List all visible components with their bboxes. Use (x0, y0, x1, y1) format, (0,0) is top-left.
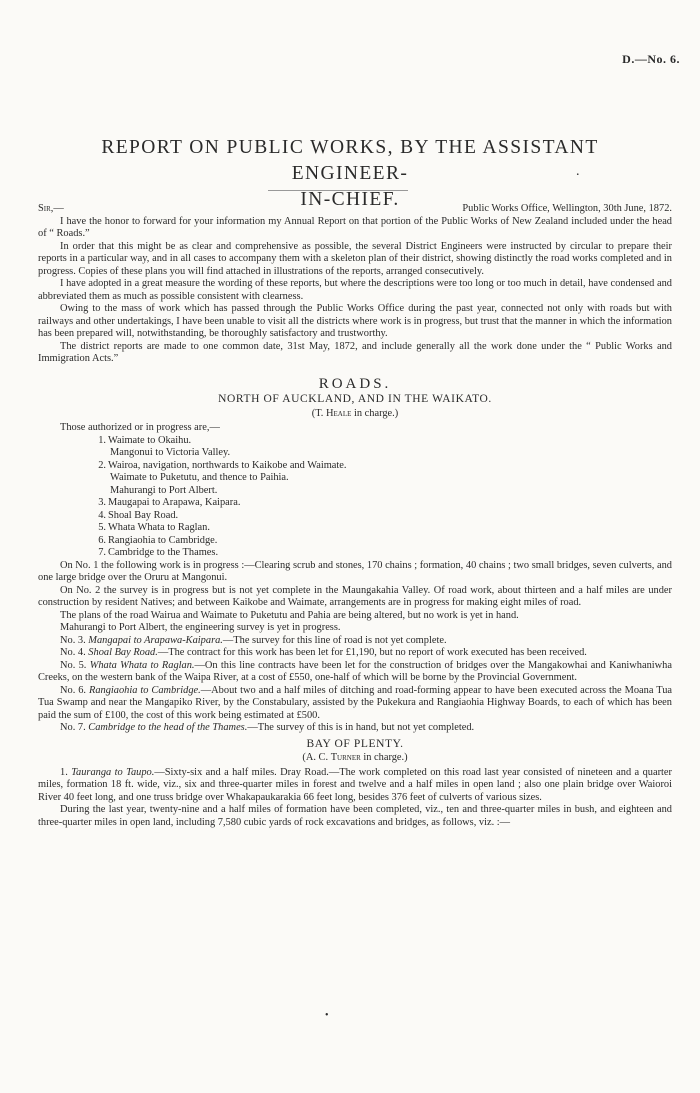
item-number: 2. (98, 459, 106, 471)
roads-intro: Those authorized or in progress are,— (60, 422, 220, 433)
item-text: Whata Whata to Raglan. (108, 522, 210, 533)
item-text: Shoal Bay Road. (108, 509, 179, 521)
item-text: Mahurangi to Port Albert. (110, 484, 218, 496)
region-heading-north: NORTH OF AUCKLAND, AND IN THE WAIKATO. (218, 393, 492, 405)
road-list-item (38, 535, 672, 548)
paragraph-no3 (38, 635, 672, 648)
document-reference: D.—No. 6. (622, 52, 680, 66)
paragraph-no4 (38, 647, 672, 660)
engineer-name: Heale (326, 407, 352, 419)
road-name: Whata Whata to Raglan. (89, 659, 195, 671)
letter-paragraph-3: I have adopted in a great measure the wording of these reports, but where the descriptions were too long or too much in detail, have condensed and abbreviated them as much as possible consistent with clearness. (38, 278, 672, 302)
paragraph-no2: On No. 2 the survey is in progress but is not yet complete in the Maungakahia Valley. Of road work, about thirteen and a half miles are under construction by resident Natives; and between Kaikobe and Waimate, arrangements are in progress for making eight miles of road. (38, 584, 672, 608)
paragraph-no5 (38, 660, 672, 685)
letter-paragraph-5: The district reports are made to one common date, 31st May, 1872, and include generally all the work done under the “ Public Works and Immigration Acts.” (38, 340, 672, 364)
title-line-1: REPORT ON PUBLIC WORKS, BY THE ASSISTANT ENGINEER- (101, 137, 599, 184)
letter-header (38, 203, 672, 216)
road-name: Shoal Bay Road. (88, 647, 158, 658)
paragraph-no1: On No. 1 the following work is in progress :—Clearing scrub and stones, 170 chains ; formation, 40 chains ; two small bridges, seven culverts, and one large bridge over the Oruru at Mangonui. (38, 559, 672, 583)
item-text: Waimate to Puketutu, and thence to Paihia. (110, 472, 289, 483)
item-text: Waimate to Okaihu. (108, 434, 192, 446)
title-divider (268, 190, 408, 191)
item-number: 6. (98, 534, 106, 546)
road-list-item (38, 522, 672, 535)
region-heading-bay-of-plenty: BAY OF PLENTY. (306, 737, 404, 750)
para-text: —The contract for this work has been let for £1,190, but no report of work executed has been received. (157, 647, 587, 658)
charge-prefix: (A. C. (302, 752, 331, 763)
paragraph-plans: The plans of the road Wairua and Waimate to Puketutu and Pahia are being altered, but no work is yet in hand. (60, 609, 519, 621)
para-lead: No. 3. (60, 634, 89, 646)
paragraph-no6 (38, 685, 672, 723)
title-line-2: IN-CHIEF. (300, 189, 400, 210)
road-name: Tauranga to Taupo. (71, 766, 155, 778)
item-text: Mangonui to Victoria Valley. (110, 447, 231, 458)
road-list-item (38, 435, 672, 448)
item-number: 7. (98, 547, 106, 558)
report-title (60, 135, 640, 213)
item-text: Rangiaohia to Cambridge. (108, 534, 218, 546)
item-text: Maugapai to Arapawa, Kaipara. (108, 497, 241, 508)
charge-prefix: (T. (311, 407, 326, 419)
letter-paragraph-1: I have the honor to forward for your information my Annual Report on that portion of the Public Works of New Zealand included under the head of “ Roads.” (38, 215, 672, 239)
engineer-in-charge-north (38, 408, 672, 421)
road-list-item (38, 485, 672, 498)
item-number: 4. (98, 509, 106, 521)
para-lead: No. 5. (60, 659, 90, 671)
item-number: 3. (98, 497, 106, 508)
stray-mark: . (576, 164, 580, 179)
engineer-name: Turner (330, 752, 361, 763)
para-lead: 1. (60, 766, 72, 778)
letter-paragraph-4: Owing to the mass of work which has passed through the Public Works Office during the past year, connected not only with roads but with railways and other undertakings, I have been unable to visit all the districts where work is in progress, but trust that the manner in which the information has been prepared will, notwithstanding, be thoroughly satisfactory and trustworthy. (38, 303, 672, 339)
para-text: —The survey for this line of road is not yet complete. (222, 634, 447, 646)
para-lead: No. 6. (60, 684, 89, 696)
footer-mark: • (325, 1010, 329, 1021)
para-text: —About two and a half miles of ditching and road-forming appear to have been executed across the Moana Tua Tua Swamp and near the Mangapiko River, by the Constabulary, assisted by the Pukekura and Rangiaohia Highway Boards, to each of which has been paid the sum of £100, the cost of this work being estimated at £500. (38, 684, 672, 721)
road-list-item (38, 510, 672, 523)
section-heading-roads: ROADS. (318, 375, 392, 392)
road-name: Rangiaohia to Cambridge. (88, 684, 201, 696)
para-text: —The survey of this is in hand, but not yet completed. (247, 722, 475, 733)
item-text: Wairoa, navigation, northwards to Kaikobe and Waimate. (108, 459, 347, 471)
letter-paragraph-2: In order that this might be as clear and comprehensive as possible, the several District Engineers were instructed by circular to prepare their reports in a particular way, and in all cases to accompany them with a skeleton plan of their district, showing distinctly the road works completed and in progress. Copies of these plans you will find attached in illustrations of the reports, arranged consecutively. (38, 240, 672, 277)
para-lead: No. 4. (60, 647, 89, 658)
road-list-item (38, 547, 672, 560)
paragraph-no7 (38, 722, 672, 735)
item-number: 1. (98, 434, 106, 446)
engineer-in-charge-bay (38, 752, 672, 765)
salutation: Sir,— (38, 203, 64, 214)
item-text: Cambridge to the Thames. (108, 547, 219, 558)
road-list (38, 435, 672, 560)
road-name: Cambridge to the head of the Thames. (88, 722, 248, 733)
para-text: —Sixty-six and a half miles. Dray Road.—The work completed on this road last year consisted of nineteen and a quarter miles, formation 18 ft. wide, viz., six and three-quarter miles in forest and twelve and a half miles in open land ; also one plain bridge over Waioroi River 40 feet long, and one truss bridge over Whakapaukarakia 66 feet long, besides 376 feet of culverts of various sizes. (38, 766, 672, 803)
report-body (38, 203, 672, 829)
para-lead: No. 7. (60, 722, 89, 733)
place-date: Public Works Office, Wellington, 30th June, 1872. (462, 203, 672, 214)
charge-suffix: in charge.) (351, 407, 399, 419)
road-list-item (38, 472, 672, 485)
road-list-item (38, 447, 672, 460)
paragraph-mahurangi: Mahurangi to Port Albert, the engineering survey is yet in progress. (60, 622, 341, 633)
paragraph-last-year: During the last year, twenty-nine and a half miles of formation have been completed, viz., ten and three-quarter miles in bush, and eighteen and three-quarter miles in open land, including 7,580 cubic yards of rock excavations and bridges, as follows, viz. :— (38, 804, 672, 828)
road-name: Mangapai to Arapawa-Kaipara. (88, 634, 223, 646)
road-list-item (38, 497, 672, 510)
item-number: 5. (98, 522, 106, 533)
road-list-item (38, 460, 672, 473)
charge-suffix: in charge.) (360, 752, 408, 763)
para-text: —On this line contracts have been let for the construction of bridges over the Mangakowhai and Kaniwhaniwha Creeks, on the western bank of the Waipa River, at a cost of £550, one-half of which will be borne by the Provincial Government. (38, 659, 672, 683)
paragraph-tauranga (38, 767, 672, 805)
